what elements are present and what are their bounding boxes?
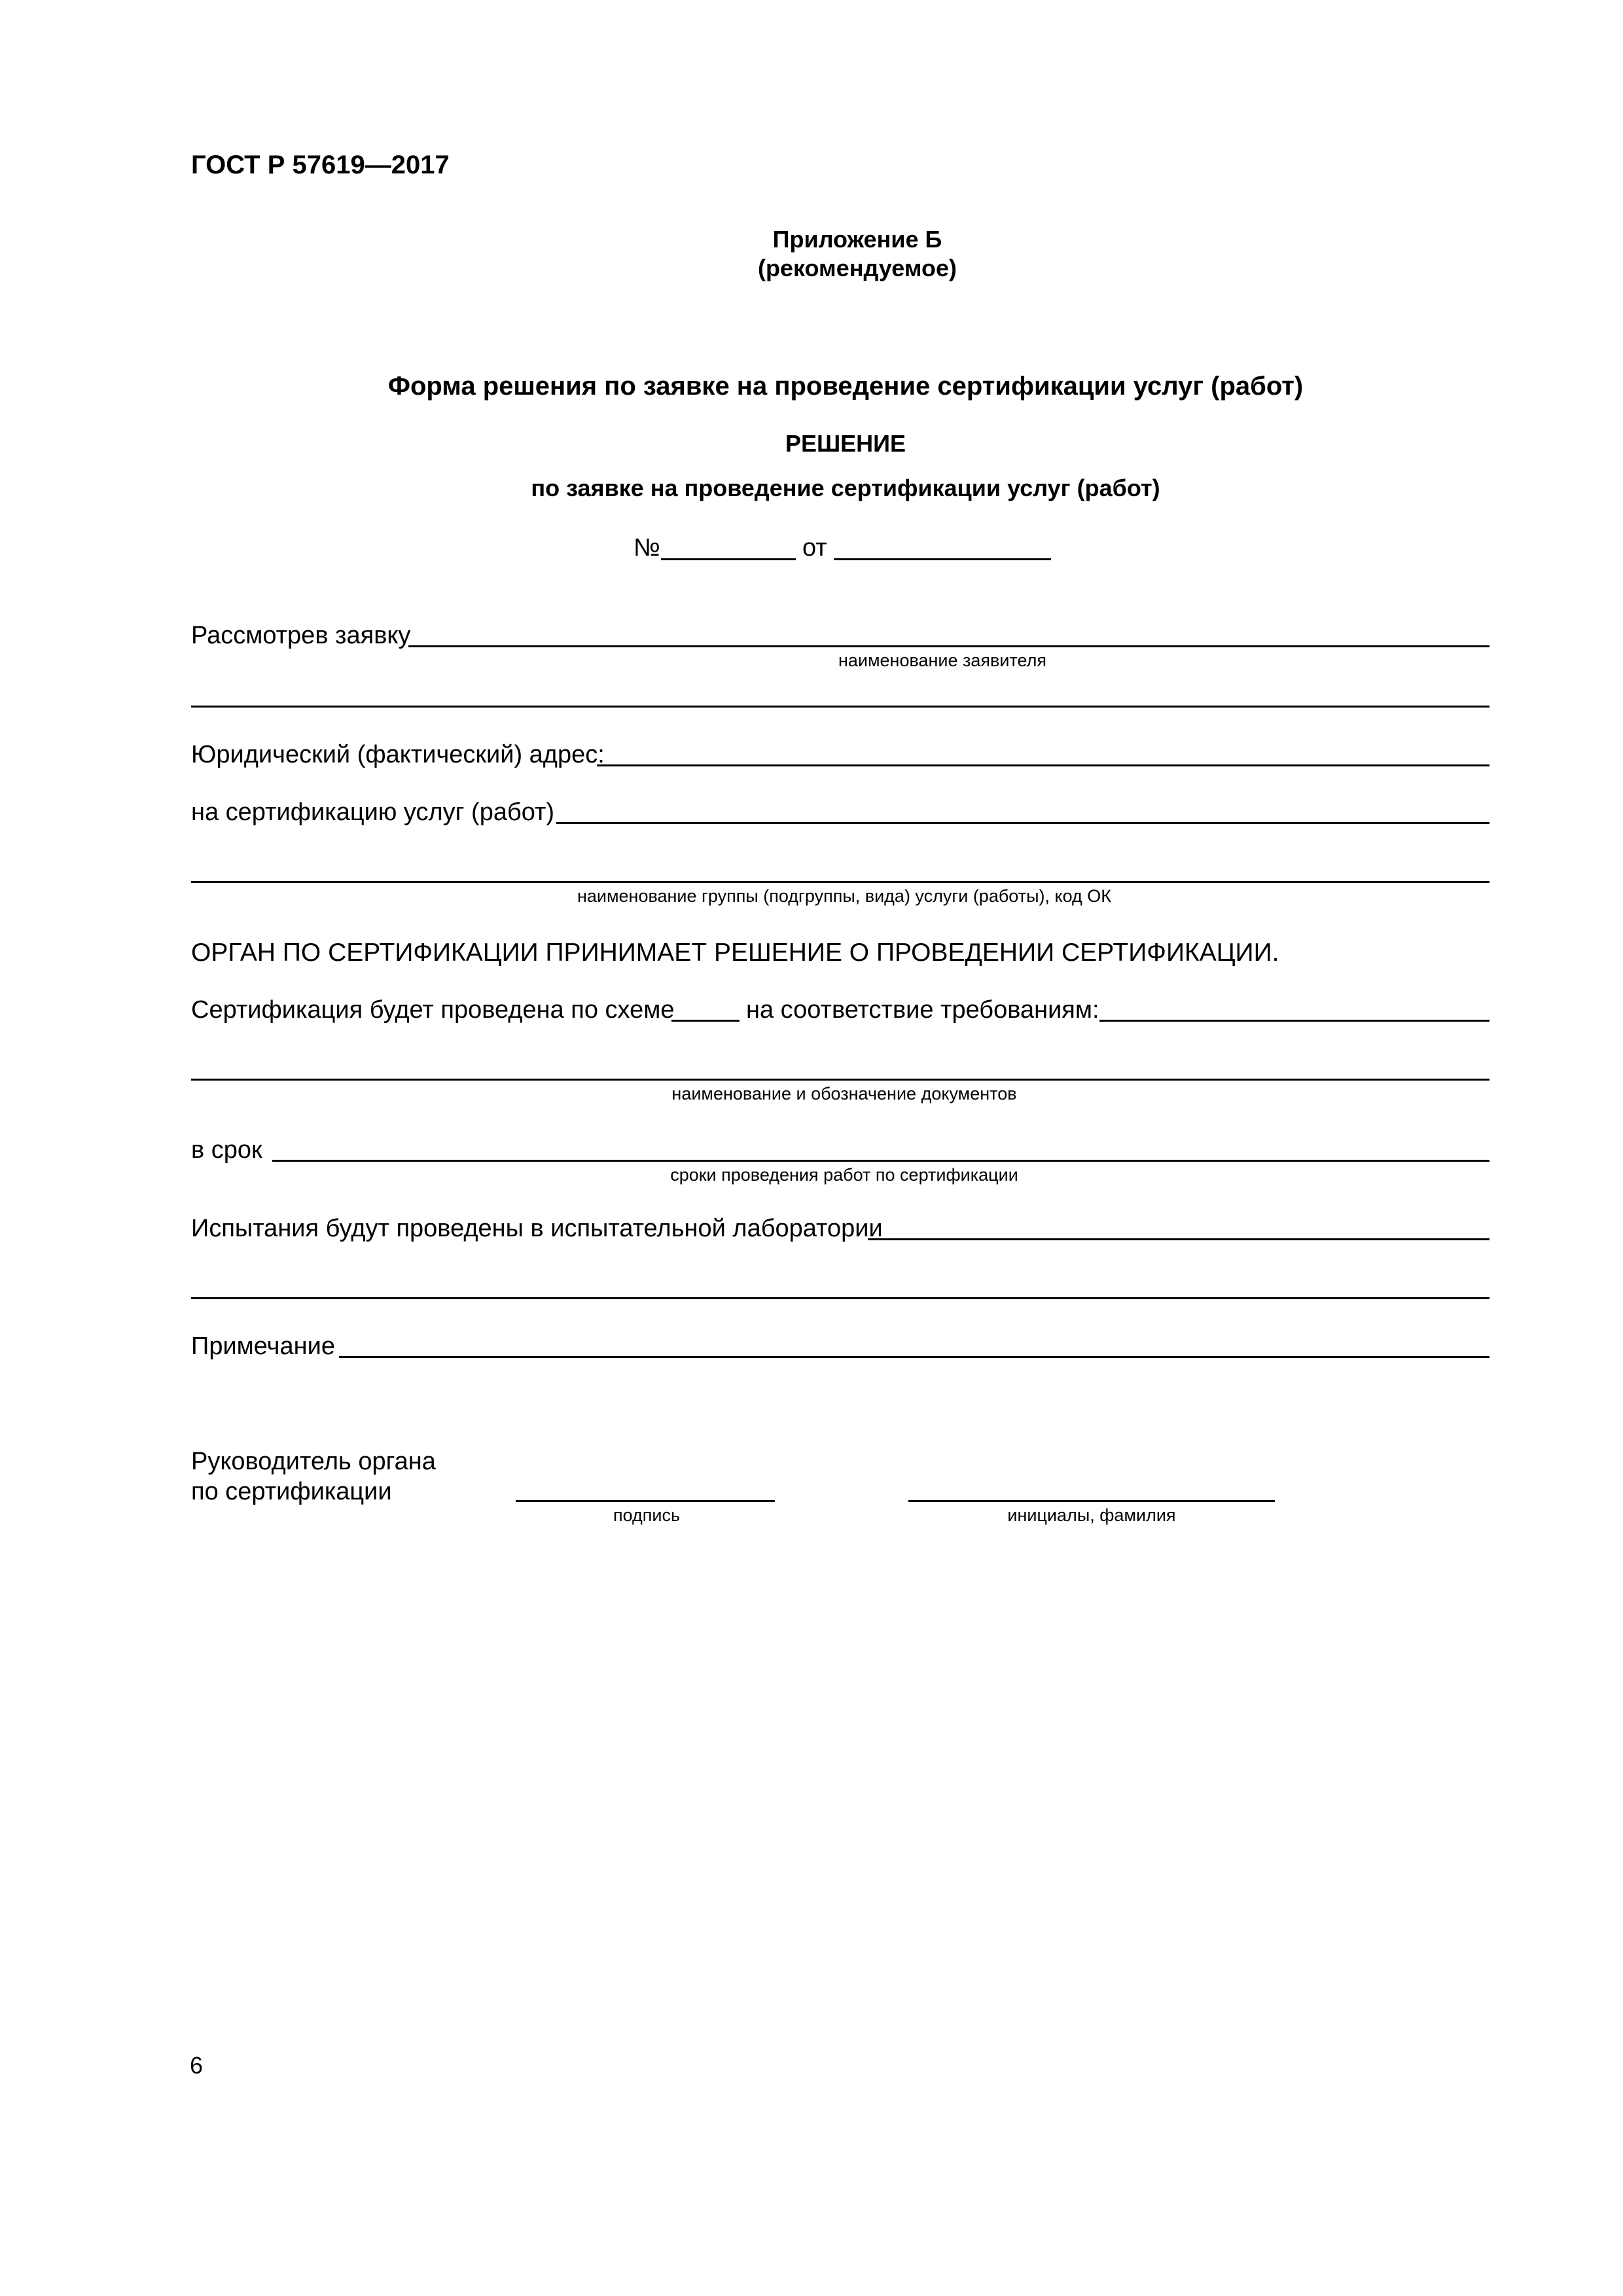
address-label: Юридический (фактический) адрес: xyxy=(191,741,605,768)
applicant-label: Рассмотрев заявку xyxy=(191,622,411,649)
appendix-title: Приложение Б xyxy=(772,226,942,253)
decision-subheading: по заявке на проведение сертификации услуг (работ) xyxy=(531,475,1160,501)
term-field[interactable] xyxy=(272,1160,1489,1162)
term-label: в срок xyxy=(191,1136,262,1164)
head-title-line2: по сертификации xyxy=(191,1478,392,1505)
service-field-continued[interactable] xyxy=(191,881,1489,883)
date-field[interactable] xyxy=(834,558,1051,560)
lab-field[interactable] xyxy=(868,1238,1489,1240)
note-field[interactable] xyxy=(339,1356,1489,1358)
service-label: на сертификацию услуг (работ) xyxy=(191,798,555,826)
requirements-field[interactable] xyxy=(1099,1020,1489,1022)
lab-label: Испытания будут проведены в испытательной лаборатории xyxy=(191,1215,883,1242)
documents-caption: наименование и обозначение документов xyxy=(671,1084,1017,1103)
name-field[interactable] xyxy=(908,1500,1275,1502)
number-label: № xyxy=(633,534,660,562)
form-title: Форма решения по заявке на проведение сертификации услуг (работ) xyxy=(387,372,1304,401)
service-field[interactable] xyxy=(556,822,1489,824)
address-field[interactable] xyxy=(597,764,1489,766)
scheme-label: Сертификация будет проведена по схеме xyxy=(191,996,675,1024)
decision-statement: ОРГАН ПО СЕРТИФИКАЦИИ ПРИНИМАЕТ РЕШЕНИЕ О ПРОВЕДЕНИИ СЕРТИФИКАЦИИ. xyxy=(191,939,1279,967)
applicant-caption: наименование заявителя xyxy=(838,651,1047,670)
signature-field[interactable] xyxy=(516,1500,775,1502)
signature-caption: подпись xyxy=(613,1505,681,1525)
lab-field-continued[interactable] xyxy=(191,1297,1489,1299)
date-label: от xyxy=(802,534,827,562)
requirements-label: на соответствие требованиям: xyxy=(746,996,1099,1024)
term-caption: сроки проведения работ по сертификации xyxy=(670,1165,1018,1185)
name-caption: инициалы, фамилия xyxy=(1007,1505,1176,1525)
service-caption: наименование группы (подгруппы, вида) услуги (работы), код ОК xyxy=(577,886,1112,906)
note-label: Примечание xyxy=(191,1333,335,1360)
decision-heading: РЕШЕНИЕ xyxy=(785,430,906,457)
head-title-line1: Руководитель органа xyxy=(191,1448,436,1475)
requirements-field-continued[interactable] xyxy=(191,1079,1489,1081)
scheme-field[interactable] xyxy=(671,1020,740,1022)
applicant-field[interactable] xyxy=(408,645,1489,647)
applicant-field-continued[interactable] xyxy=(191,706,1489,708)
number-field[interactable] xyxy=(661,558,796,560)
standard-designation: ГОСТ Р 57619—2017 xyxy=(191,151,450,179)
page-number: 6 xyxy=(190,2052,204,2079)
appendix-status: (рекомендуемое) xyxy=(758,255,957,281)
